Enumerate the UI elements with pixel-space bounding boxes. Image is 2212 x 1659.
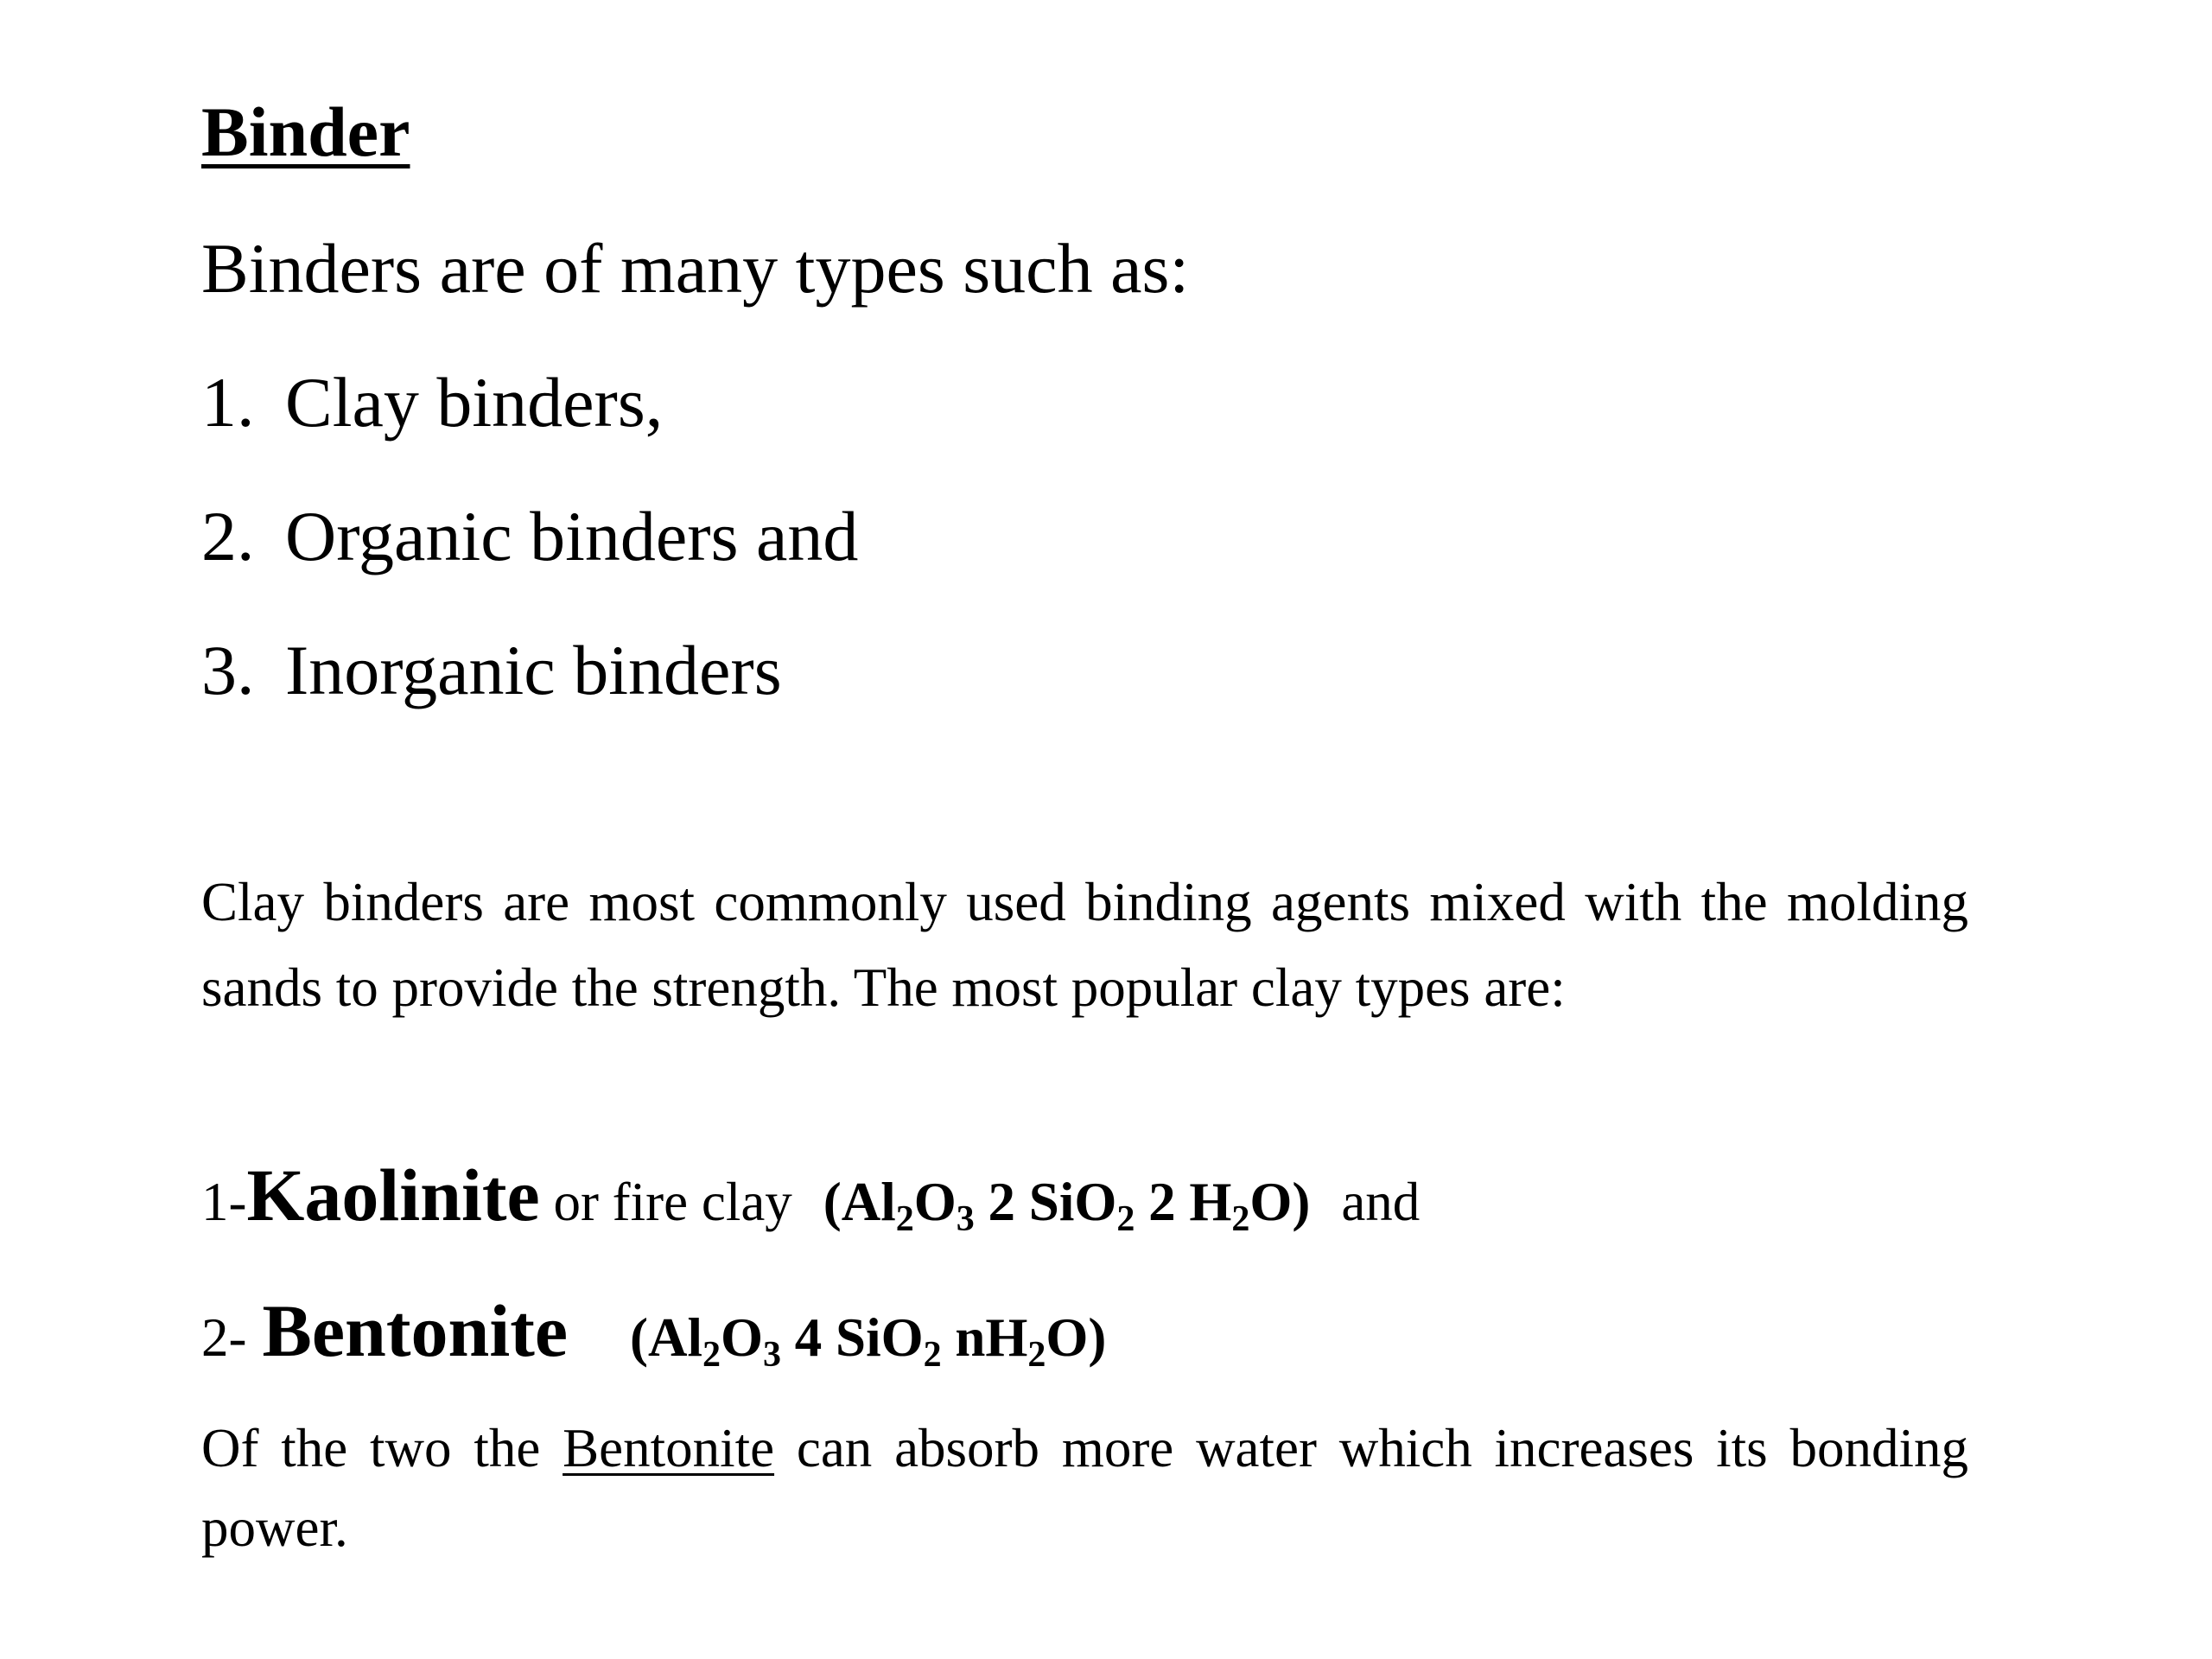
clay-paragraph: Clay binders are most commonly used binding agents mixed with the molding sands to provide the strength. The most popular clay types are:	[201, 872, 1968, 1018]
clay-name: Kaolinite	[246, 1154, 540, 1236]
list-number: 1.	[201, 363, 255, 442]
closing-text-end: can absorb more water which increases its bonding power.	[201, 1418, 1968, 1558]
clay-type-kaolinite	[201, 1154, 1421, 1239]
binder-type-item	[201, 631, 782, 709]
clay-type-bentonite	[201, 1289, 1107, 1375]
binder-type-item	[201, 497, 859, 575]
clay-suffix: and	[1341, 1172, 1421, 1232]
list-label: Inorganic binders	[285, 631, 782, 709]
list-label: Clay binders,	[285, 363, 664, 442]
clay-prefix: 2-	[201, 1307, 247, 1368]
clay-name: Bentonite	[262, 1289, 569, 1372]
clay-prefix: 1-	[201, 1172, 247, 1232]
section-heading: Binder	[201, 92, 410, 171]
binder-type-item	[201, 363, 664, 442]
closing-paragraph	[201, 1408, 1968, 1567]
chemical-formula: ($Al_2O_3$ 4 SiO$_2$ $nH_2O$)	[630, 1307, 1107, 1375]
bentonite-underlined: Bentonite	[563, 1418, 775, 1478]
list-number: 2.	[201, 497, 255, 575]
chemical-formula: ($Al_2O_3$ 2 SiO$_2$ 2 $H_2O$)	[823, 1172, 1311, 1239]
clay-note: or fire clay	[553, 1172, 792, 1232]
intro-text: Binders are of many types such as:	[201, 229, 1190, 308]
list-label: Organic binders and	[285, 497, 859, 575]
closing-text-start: Of the two the	[201, 1418, 563, 1478]
list-number: 3.	[201, 631, 255, 709]
